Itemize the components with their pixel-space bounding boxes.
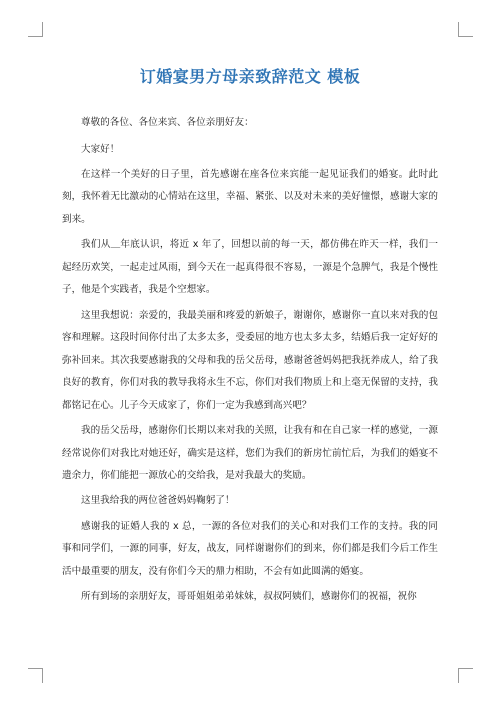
- body-paragraph: 我们从＿年底认识，将近 x 年了，回想以前的每一天，都仿佛在昨天一样，我们一起经历欢笑，一起走过风雨，到今天在一起真得很不容易，一源是个急脾气，我是个慢性子，他是个实践者，我是个空想家。: [62, 239, 438, 296]
- crop-mark-bottom-left: [28, 668, 43, 683]
- body-paragraph: 感谢我的证婚人我的 x 总，一源的各位对我们的关心和对我们工作的支持。我的同事和同学们，一源的同事，好友，战友，同样谢谢你们的到来，你们都是我们今后工作生活中最重要的朋友，没有你们今天的鼎力相助，不会有如此圆满的婚宴。: [62, 520, 438, 577]
- body-paragraph: 在这样一个美好的日子里，首先感谢在座各位来宾能一起见证我们的婚宴。此时此刻，我怀着无比激动的心情站在这里，幸福、紧张、以及对未来的美好憧憬，感谢大家的到来。: [62, 168, 438, 225]
- greeting-paragraph: 大家好！: [81, 143, 120, 155]
- body-paragraph: 这里我想说：亲爱的，我最美丽和疼爱的新娘子，谢谢你，感谢你一直以来对我的包容和理解。这段时间你付出了太多太多，受委屈的地方也太多太多，结婚后我一定好好的弥补回来。其次我要感谢我的父母和我的岳父岳母，感谢爸爸妈妈把我抚养成人，给了我良好的教育，你们对我的教导我将永生不忘，你们对我们物质上和上毫无保留的支持，我都铭记在心。儿子今天成家了，你们一定为我感到高兴吧？: [62, 309, 438, 411]
- salutation-paragraph: 尊敬的各位、各位来宾、各位亲朋好友：: [81, 117, 254, 128]
- body-paragraph: 我的岳父岳母，感谢你们长期以来对我的关照，让我有和在自己家一样的感觉，一源经常说你们对我比对她还好，确实是这样，您们为我们的新房忙前忙后，为我们的婚宴不遗余力，你们能把一源放心的交给我，是对我最大的奖励。: [62, 425, 438, 482]
- crop-mark-top-left: [28, 22, 43, 37]
- body-paragraph: 这里我给我的两位爸爸妈妈鞠躬了！: [81, 495, 235, 507]
- document-body: [62, 112, 438, 611]
- crop-mark-top-right: [458, 22, 473, 37]
- document-title: 订婚宴男方母亲致辞范文 模板: [139, 67, 361, 86]
- crop-mark-bottom-right: [458, 668, 473, 683]
- body-paragraph: 所有到场的亲朋好友，哥哥姐姐弟弟妹妹，叔叔阿姨们，感谢你们的祝福，祝你: [81, 591, 417, 603]
